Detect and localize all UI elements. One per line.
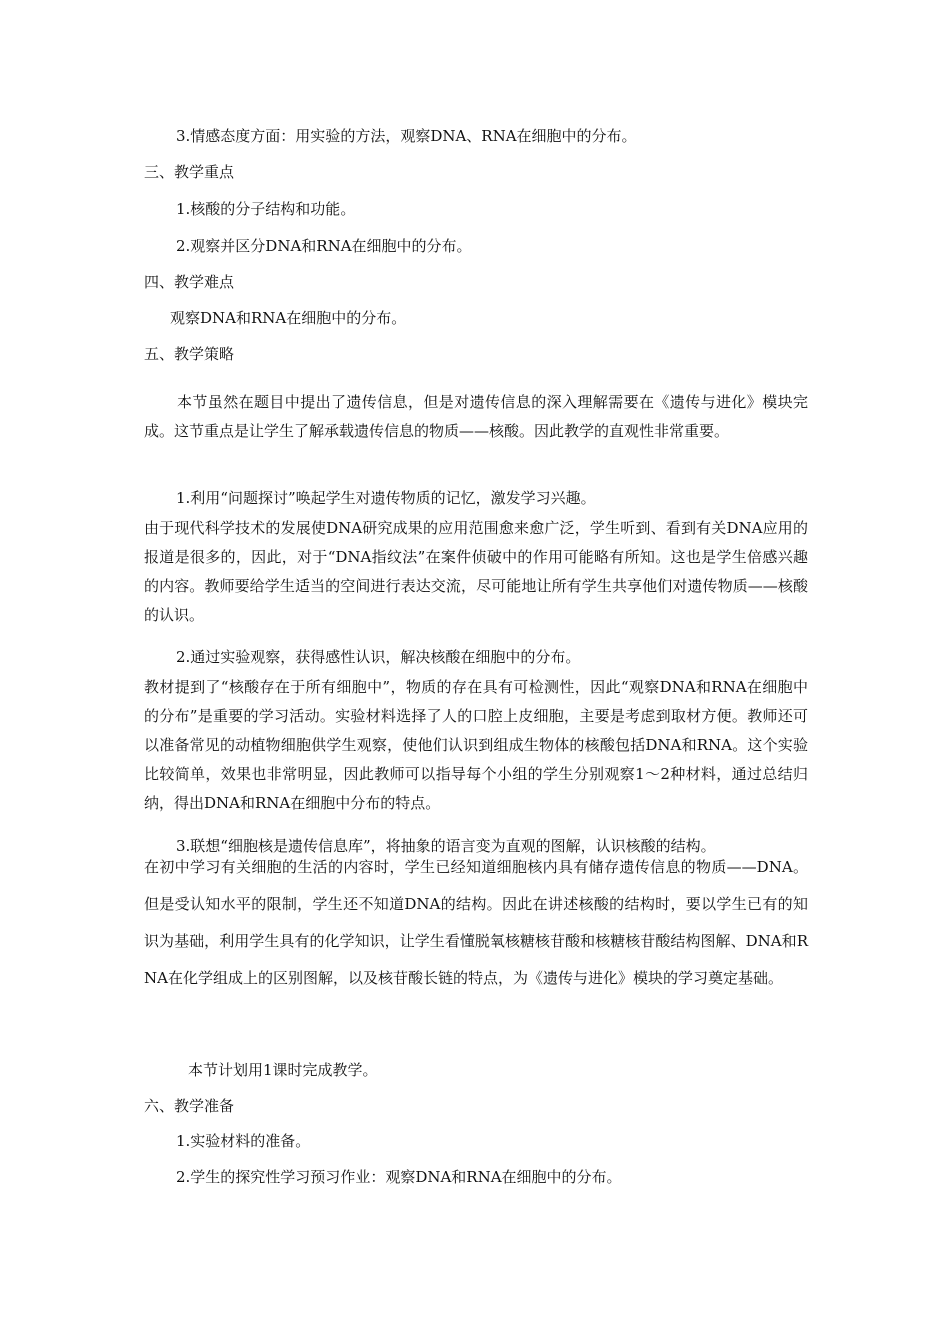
strategy-item-2-body: 教材提到了“核酸存在于所有细胞中”，物质的存在具有可检测性，因此“观察DNA和RNA在细胞中的分布”是重要的学习活动。实验材料选择了人的口腔上皮细胞，主要是考虑到取材方便。教师还可以准备常见的动植物细胞供学生观察，使他们认识到组成生物体的核酸包括DNA和RNA。这个实验比较简单，效果也非常明显，因此教师可以指导每个小组的学生分别观察1～2种材料，通过总结归纳，得出DNA和RNA在细胞中分布的特点。: [144, 678, 808, 812]
strategy-item-1: 1.利用“问题探讨”唤起学生对遗传物质的记忆，激发学习兴趣。: [176, 489, 596, 507]
lesson-plan-note: 本节计划用1课时完成教学。: [188, 1061, 378, 1079]
affective-objective: 3.情感态度方面：用实验的方法，观察DNA、RNA在细胞中的分布。: [176, 127, 637, 145]
strategy-item-2: 2.通过实验观察，获得感性认识，解决核酸在细胞中的分布。: [176, 648, 581, 666]
section-heading-preparation: 六、教学准备: [144, 1097, 235, 1115]
difficulty-text: 观察DNA和RNA在细胞中的分布。: [170, 309, 407, 327]
key-point-2: 2.观察并区分DNA和RNA在细胞中的分布。: [176, 237, 472, 255]
section-heading-difficulties: 四、教学难点: [144, 273, 235, 291]
strategy-item-3-body: 在初中学习有关细胞的生活的内容时，学生已经知道细胞核内具有储存遗传信息的物质——DNA。但是受认知水平的限制，学生还不知道DNA的结构。因此在讲述核酸的结构时，要以学生已有的知识为基础，利用学生具有的化学知识，让学生看懂脱氧核糖核苷酸和核糖核苷酸结构图解、DNA和RNA在化学组成上的区别图解，以及核苷酸长链的特点，为《遗传与进化》模块的学习奠定基础。: [144, 858, 808, 987]
preparation-item-1: 1.实验材料的准备。: [176, 1132, 311, 1150]
key-point-1: 1.核酸的分子结构和功能。: [176, 200, 356, 218]
section-heading-key-points: 三、教学重点: [144, 163, 235, 181]
strategy-item-3: 3.联想“细胞核是遗传信息库”，将抽象的语言变为直观的图解，认识核酸的结构。: [176, 837, 716, 855]
strategy-item-1-body: 由于现代科学技术的发展使DNA研究成果的应用范围愈来愈广泛，学生听到、看到有关DNA应用的报道是很多的，因此，对于“DNA指纹法”在案件侦破中的作用可能略有所知。这也是学生倍感兴趣的内容。教师要给学生适当的空间进行表达交流，尽可能地让所有学生共享他们对遗传物质——核酸的认识。: [144, 519, 808, 624]
preparation-item-2: 2.学生的探究性学习预习作业：观察DNA和RNA在细胞中的分布。: [176, 1168, 622, 1186]
section-heading-strategy: 五、教学策略: [144, 345, 235, 363]
strategy-intro-paragraph: 本节虽然在题目中提出了遗传信息，但是对遗传信息的深入理解需要在《遗传与进化》模块完成。这节重点是让学生了解承载遗传信息的物质——核酸。因此教学的直观性非常重要。: [144, 393, 808, 440]
